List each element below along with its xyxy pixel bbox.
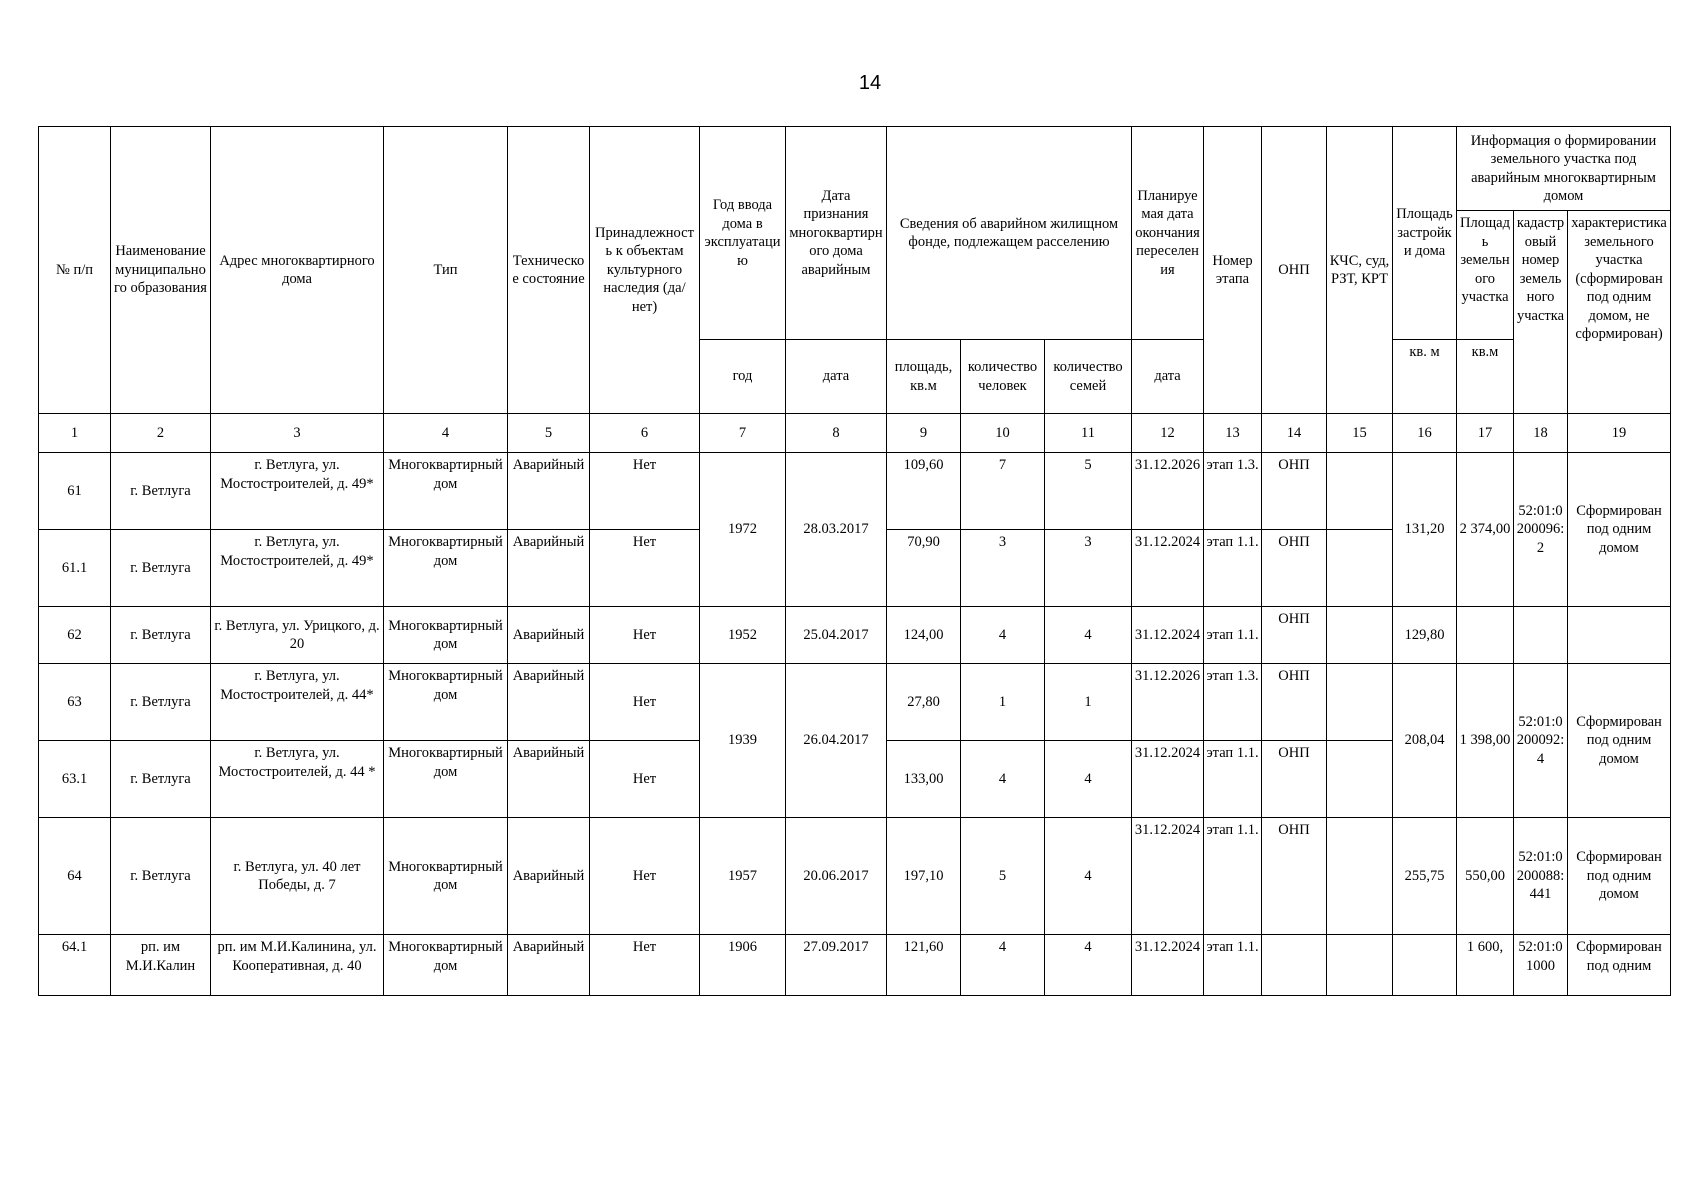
row-plan-date: 31.12.2026 bbox=[1132, 453, 1204, 530]
row-families: 5 bbox=[1045, 453, 1132, 530]
row-municipality: г. Ветлуга bbox=[111, 607, 211, 664]
row-onp bbox=[1262, 935, 1327, 996]
subheader-build-unit: кв. м bbox=[1393, 340, 1457, 414]
row-kchs bbox=[1327, 607, 1393, 664]
col-num: 1 bbox=[39, 414, 111, 453]
col-num: 14 bbox=[1262, 414, 1327, 453]
row-land-char bbox=[1568, 607, 1671, 664]
col-num: 18 bbox=[1514, 414, 1568, 453]
row-year: 1939 bbox=[700, 664, 786, 818]
header-type: Тип bbox=[384, 127, 508, 414]
row-type: Многоквартирный дом bbox=[384, 664, 508, 741]
col-num: 17 bbox=[1457, 414, 1514, 453]
row-kchs bbox=[1327, 453, 1393, 530]
row-kchs bbox=[1327, 530, 1393, 607]
header-land-area: Площадь земельного участка bbox=[1457, 211, 1514, 340]
row-municipality: г. Ветлуга bbox=[111, 818, 211, 935]
row-stage: этап 1.1. bbox=[1204, 530, 1262, 607]
row-kchs bbox=[1327, 741, 1393, 818]
row-type: Многоквартирный дом bbox=[384, 741, 508, 818]
row-land-area: 1 600, bbox=[1457, 935, 1514, 996]
header-address: Адрес многоквартирного дома bbox=[211, 127, 384, 414]
row-plan-date: 31.12.2024 bbox=[1132, 741, 1204, 818]
row-land-char: Сформирован под одним bbox=[1568, 935, 1671, 996]
row-address: г. Ветлуга, ул. 40 лет Победы, д. 7 bbox=[211, 818, 384, 935]
row-land-area: 2 374,00 bbox=[1457, 453, 1514, 607]
row-address: г. Ветлуга, ул. Мостостроителей, д. 49* bbox=[211, 453, 384, 530]
subheader-people: количество человек bbox=[961, 340, 1045, 414]
row-municipality: г. Ветлуга bbox=[111, 453, 211, 530]
row-land-char: Сформирован под одним домом bbox=[1568, 818, 1671, 935]
row-families: 4 bbox=[1045, 741, 1132, 818]
header-year: Год ввода дома в эксплуатацию bbox=[700, 127, 786, 340]
col-num: 4 bbox=[384, 414, 508, 453]
header-kchs: КЧС, суд, РЗТ, КРТ bbox=[1327, 127, 1393, 414]
row-year: 1972 bbox=[700, 453, 786, 607]
page-number: 14 bbox=[858, 72, 882, 94]
header-land-char: характеристика земельного участка (сформирован под одним домом, не сформирован) bbox=[1568, 211, 1671, 414]
row-state: Аварийный bbox=[508, 530, 590, 607]
header-land-info: Информация о формировании земельного участка под аварийным многоквартирным домом bbox=[1457, 127, 1671, 211]
header-tech-state: Техническое состояние bbox=[508, 127, 590, 414]
row-type: Многоквартирный дом bbox=[384, 818, 508, 935]
col-num: 7 bbox=[700, 414, 786, 453]
table-row bbox=[39, 664, 1671, 741]
row-cadastral: 52:01:01000 bbox=[1514, 935, 1568, 996]
row-kchs bbox=[1327, 935, 1393, 996]
row-state: Аварийный bbox=[508, 607, 590, 664]
emergency-housing-table bbox=[38, 126, 1671, 996]
table-row bbox=[39, 935, 1671, 996]
row-plan-date: 31.12.2024 bbox=[1132, 818, 1204, 935]
row-plan-date: 31.12.2024 bbox=[1132, 607, 1204, 664]
row-build-area bbox=[1393, 935, 1457, 996]
row-kchs bbox=[1327, 818, 1393, 935]
row-type: Многоквартирный дом bbox=[384, 530, 508, 607]
row-year: 1952 bbox=[700, 607, 786, 664]
col-num: 10 bbox=[961, 414, 1045, 453]
subheader-date: дата bbox=[786, 340, 887, 414]
row-cadastral: 52:01:0200092:4 bbox=[1514, 664, 1568, 818]
row-area: 70,90 bbox=[887, 530, 961, 607]
header-municipality: Наименование муниципального образования bbox=[111, 127, 211, 414]
row-area: 121,60 bbox=[887, 935, 961, 996]
col-num: 8 bbox=[786, 414, 887, 453]
row-people: 5 bbox=[961, 818, 1045, 935]
row-build-area: 131,20 bbox=[1393, 453, 1457, 607]
col-num: 2 bbox=[111, 414, 211, 453]
row-number: 63 bbox=[39, 664, 111, 741]
row-area: 124,00 bbox=[887, 607, 961, 664]
row-year: 1906 bbox=[700, 935, 786, 996]
row-state: Аварийный bbox=[508, 453, 590, 530]
row-municipality: рп. им М.И.Калин bbox=[111, 935, 211, 996]
row-people: 7 bbox=[961, 453, 1045, 530]
row-number: 61.1 bbox=[39, 530, 111, 607]
row-area: 133,00 bbox=[887, 741, 961, 818]
row-build-area: 255,75 bbox=[1393, 818, 1457, 935]
row-municipality: г. Ветлуга bbox=[111, 664, 211, 741]
row-type: Многоквартирный дом bbox=[384, 453, 508, 530]
row-land-area bbox=[1457, 607, 1514, 664]
col-num: 5 bbox=[508, 414, 590, 453]
row-type: Многоквартирный дом bbox=[384, 607, 508, 664]
row-kchs bbox=[1327, 664, 1393, 741]
row-heritage: Нет bbox=[590, 818, 700, 935]
row-municipality: г. Ветлуга bbox=[111, 741, 211, 818]
row-onp: ОНП bbox=[1262, 453, 1327, 530]
row-number: 63.1 bbox=[39, 741, 111, 818]
row-heritage: Нет bbox=[590, 741, 700, 818]
col-num: 12 bbox=[1132, 414, 1204, 453]
row-stage: этап 1.1. bbox=[1204, 818, 1262, 935]
header-heritage: Принадлежность к объектам культурного наследия (да/нет) bbox=[590, 127, 700, 414]
row-people: 4 bbox=[961, 741, 1045, 818]
row-address: г. Ветлуга, ул. Мостостроителей, д. 44* bbox=[211, 664, 384, 741]
subheader-plan-date: дата bbox=[1132, 340, 1204, 414]
col-num: 6 bbox=[590, 414, 700, 453]
row-heritage: Нет bbox=[590, 607, 700, 664]
row-stage: этап 1.3. bbox=[1204, 453, 1262, 530]
row-cadastral: 52:01:0200096:2 bbox=[1514, 453, 1568, 607]
row-number: 62 bbox=[39, 607, 111, 664]
row-state: Аварийный bbox=[508, 664, 590, 741]
row-state: Аварийный bbox=[508, 741, 590, 818]
row-onp: ОНП bbox=[1262, 530, 1327, 607]
row-families: 1 bbox=[1045, 664, 1132, 741]
row-people: 4 bbox=[961, 935, 1045, 996]
row-heritage: Нет bbox=[590, 664, 700, 741]
row-land-area: 1 398,00 bbox=[1457, 664, 1514, 818]
row-land-char: Сформирован под одним домом bbox=[1568, 453, 1671, 607]
row-plan-date: 31.12.2024 bbox=[1132, 935, 1204, 996]
row-onp: ОНП bbox=[1262, 664, 1327, 741]
row-people: 4 bbox=[961, 607, 1045, 664]
row-date: 28.03.2017 bbox=[786, 453, 887, 607]
row-type: Многоквартирный дом bbox=[384, 935, 508, 996]
row-families: 4 bbox=[1045, 818, 1132, 935]
row-address: г. Ветлуга, ул. Урицкого, д. 20 bbox=[211, 607, 384, 664]
row-date: 26.04.2017 bbox=[786, 664, 887, 818]
row-address: г. Ветлуга, ул. Мостостроителей, д. 44 * bbox=[211, 741, 384, 818]
row-plan-date: 31.12.2024 bbox=[1132, 530, 1204, 607]
row-families: 3 bbox=[1045, 530, 1132, 607]
row-date: 25.04.2017 bbox=[786, 607, 887, 664]
row-area: 109,60 bbox=[887, 453, 961, 530]
row-build-area: 129,80 bbox=[1393, 607, 1457, 664]
header-build-area: Площадь застройки дома bbox=[1393, 127, 1457, 340]
row-families: 4 bbox=[1045, 935, 1132, 996]
header-onp: ОНП bbox=[1262, 127, 1327, 414]
header-number: № п/п bbox=[39, 127, 111, 414]
row-year: 1957 bbox=[700, 818, 786, 935]
row-stage: этап 1.1. bbox=[1204, 741, 1262, 818]
table-row bbox=[39, 607, 1671, 664]
row-state: Аварийный bbox=[508, 935, 590, 996]
col-num: 16 bbox=[1393, 414, 1457, 453]
row-date: 27.09.2017 bbox=[786, 935, 887, 996]
header-planned-date: Планируемая дата окончания переселения bbox=[1132, 127, 1204, 340]
row-onp: ОНП bbox=[1262, 607, 1327, 664]
subheader-land-unit: кв.м bbox=[1457, 340, 1514, 414]
header-recognition-date: Дата признания многоквартирного дома аварийным bbox=[786, 127, 887, 340]
subheader-area: площадь, кв.м bbox=[887, 340, 961, 414]
row-area: 27,80 bbox=[887, 664, 961, 741]
header-emergency-fund: Сведения об аварийном жилищном фонде, подлежащем расселению bbox=[887, 127, 1132, 340]
table-row bbox=[39, 453, 1671, 530]
row-address: г. Ветлуга, ул. Мостостроителей, д. 49* bbox=[211, 530, 384, 607]
table-row bbox=[39, 818, 1671, 935]
row-land-area: 550,00 bbox=[1457, 818, 1514, 935]
row-onp: ОНП bbox=[1262, 818, 1327, 935]
row-address: рп. им М.И.Калинина, ул. Кооперативная, д. 40 bbox=[211, 935, 384, 996]
row-state: Аварийный bbox=[508, 818, 590, 935]
column-number-row bbox=[39, 414, 1671, 453]
header-stage: Номер этапа bbox=[1204, 127, 1262, 414]
row-families: 4 bbox=[1045, 607, 1132, 664]
row-cadastral: 52:01:0200088:441 bbox=[1514, 818, 1568, 935]
row-plan-date: 31.12.2026 bbox=[1132, 664, 1204, 741]
row-people: 3 bbox=[961, 530, 1045, 607]
row-build-area: 208,04 bbox=[1393, 664, 1457, 818]
subheader-families: количество семей bbox=[1045, 340, 1132, 414]
col-num: 13 bbox=[1204, 414, 1262, 453]
row-stage: этап 1.1. bbox=[1204, 935, 1262, 996]
row-stage: этап 1.1. bbox=[1204, 607, 1262, 664]
row-heritage: Нет bbox=[590, 530, 700, 607]
col-num: 19 bbox=[1568, 414, 1671, 453]
row-people: 1 bbox=[961, 664, 1045, 741]
row-number: 61 bbox=[39, 453, 111, 530]
row-land-char: Сформирован под одним домом bbox=[1568, 664, 1671, 818]
subheader-year: год bbox=[700, 340, 786, 414]
col-num: 11 bbox=[1045, 414, 1132, 453]
col-num: 3 bbox=[211, 414, 384, 453]
header-cadastral: кадастровый номер земельного участка bbox=[1514, 211, 1568, 414]
row-stage: этап 1.3. bbox=[1204, 664, 1262, 741]
col-num: 9 bbox=[887, 414, 961, 453]
row-number: 64 bbox=[39, 818, 111, 935]
row-date: 20.06.2017 bbox=[786, 818, 887, 935]
row-municipality: г. Ветлуга bbox=[111, 530, 211, 607]
row-heritage: Нет bbox=[590, 935, 700, 996]
col-num: 15 bbox=[1327, 414, 1393, 453]
row-number: 64.1 bbox=[39, 935, 111, 996]
row-cadastral bbox=[1514, 607, 1568, 664]
row-area: 197,10 bbox=[887, 818, 961, 935]
row-heritage: Нет bbox=[590, 453, 700, 530]
row-onp: ОНП bbox=[1262, 741, 1327, 818]
